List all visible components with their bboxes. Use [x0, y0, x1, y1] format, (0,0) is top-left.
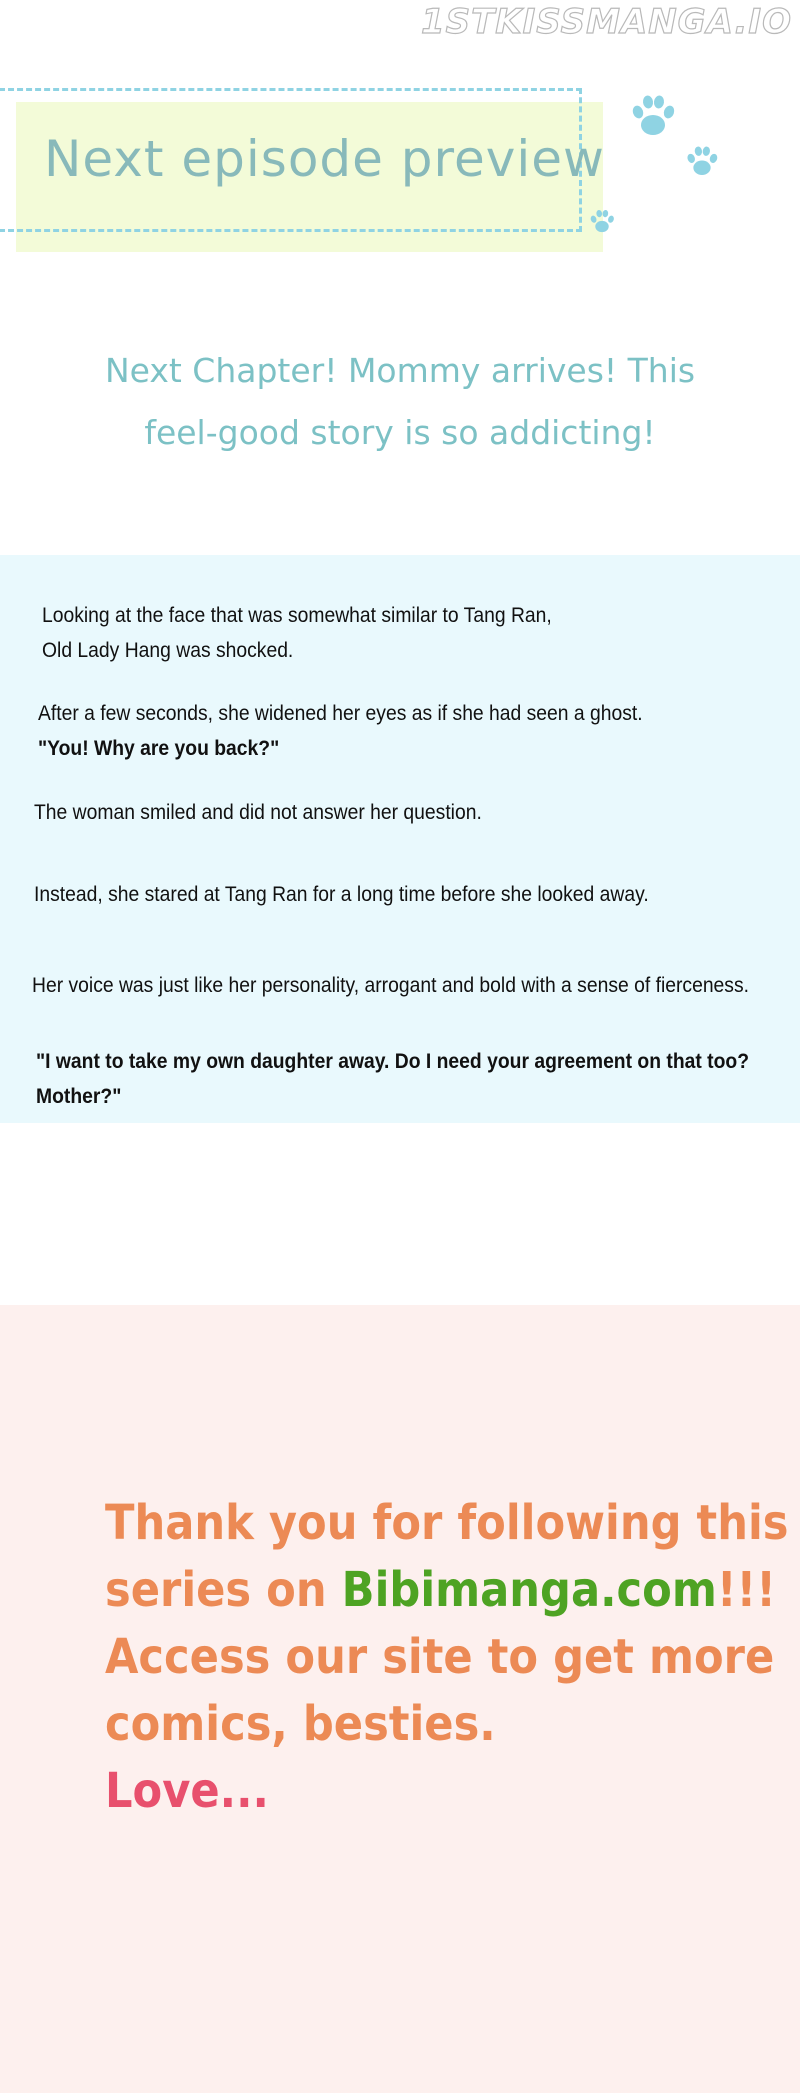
story-preview — [0, 555, 800, 1123]
thanks-line: comics, besties. — [105, 1696, 496, 1752]
teaser-text — [0, 340, 800, 464]
thanks-line-suffix: !!! — [716, 1562, 776, 1618]
thanks-message — [105, 1490, 788, 1825]
story-line: Her voice was just like her personality, arrogant and bold with a sense of fierceness. — [32, 974, 749, 997]
story-quote: "You! Why are you back?" — [38, 737, 280, 760]
story-quote: "I want to take my own daughter away. Do I need your agreement on that too? — [36, 1050, 750, 1073]
thanks-line: Access our site to get more — [105, 1629, 775, 1685]
thanks-line: Thank you for following this — [105, 1495, 789, 1551]
story-line: After a few seconds, she widened her eyes as if she had seen a ghost. — [38, 702, 643, 725]
thanks-section — [0, 1305, 800, 2093]
page-title: Next episode preview — [44, 130, 605, 188]
thanks-line-prefix: series on — [105, 1562, 342, 1618]
story-quote: Mother?" — [36, 1085, 122, 1108]
story-line: The woman smiled and did not answer her question. — [34, 801, 482, 824]
paw-icon — [684, 144, 720, 180]
love-signoff: Love... — [105, 1763, 269, 1819]
teaser-line: feel-good story is so addicting! — [144, 413, 656, 452]
teaser-line: Next Chapter! Mommy arrives! This — [104, 351, 696, 390]
site-link[interactable]: Bibimanga.com — [341, 1562, 717, 1618]
story-line: Looking at the face that was somewhat similar to Tang Ran, — [42, 604, 552, 627]
story-line: Old Lady Hang was shocked. — [42, 639, 294, 662]
paw-icon — [628, 92, 678, 142]
thanks-line — [105, 1557, 788, 1624]
story-line: Instead, she stared at Tang Ran for a long time before she looked away. — [34, 883, 649, 906]
watermark: 1STKISSMANGA.IO — [420, 2, 792, 42]
paw-icon — [588, 208, 616, 236]
